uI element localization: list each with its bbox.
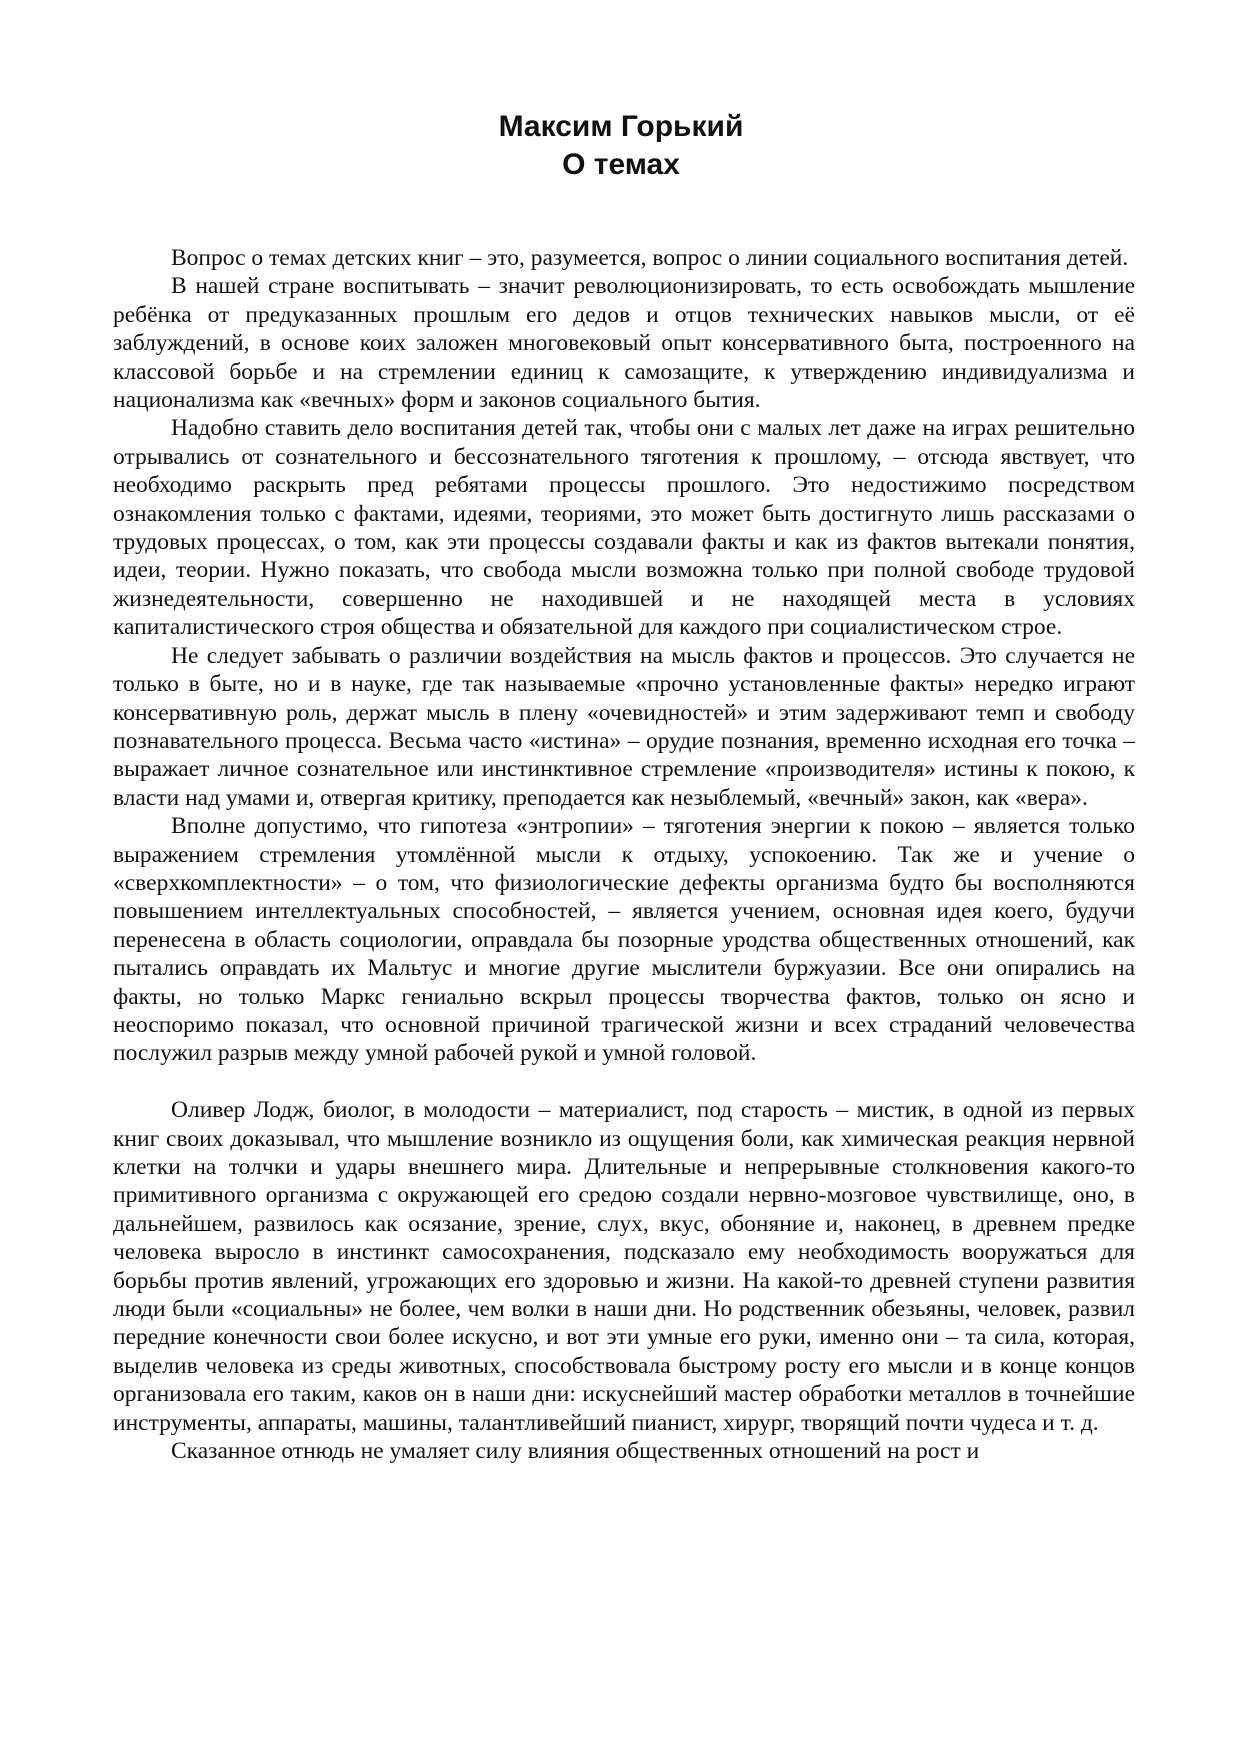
paragraph: Сказанное отнюдь не умаляет силу влияния общественных отношений на рост и: [171, 1438, 980, 1465]
paragraph: Надобно ставить дело воспитания детей так, чтобы они с малых лет даже на играх решительно отрывались от сознательного и бессознательного тяготения к прошлому, – отсюда явствует, что необходимо раскрыть пред ребятами процессы прошлого. Это недостижимо посредством ознакомления только с фактами, идеями, теориями, это может быть достигнуто лишь рассказами о трудовых процессах, о том, как эти процессы создавали факты и как из фактов вытекали понятия, идеи, теории. Нужно показать, что свобода мысли возможна только при полной свободе трудовой жизнедеятельности, совершенно не находившей и не находящей места в условиях капиталистического строя общества и обязательной для каждого при социалистическом строе.: [113, 415, 1135, 641]
paragraph: Оливер Лодж, биолог, в молодости – материалист, под старость – мистик, в одной из первых книг своих доказывал, что мышление возникло из ощущения боли, как химическая реакция нервной клетки на толчки и удары внешнего мира. Длительные и непрерывные столкновения какого-то примитивного организма с окружающей его средою создали нервно-мозговое чувствилище, оно, в дальнейшем, развилось как осязание, зрение, слух, вкус, обоняние и, наконец, в древнем предке человека выросло в инстинкт самосохранения, подсказало ему необходимость вооружаться для борьбы против явлений, угрожающих его здоровью и жизни. На какой-то древней ступени развития люди были «социальны» не более, чем волки в наши дни. Но родственник обезьяны, человек, развил передние конечности свои более искусно, и вот эти умные его руки, именно они – та сила, которая, выделив человека из среды животных, способствовала быстрому росту его мысли и в конце концов организовала его таким, каков он в наши дни: искуснейший мастер обработки металлов в точнейшие инструменты, аппараты, машины, талантливейший пианист, хирург, творящий почти чудеса и т. д.: [113, 1097, 1135, 1436]
author-name: Максим Горький: [498, 110, 744, 143]
title-block: [0, 108, 1242, 184]
paragraph: Вполне допустимо, что гипотеза «энтропии» – тяготения энергии к покою – является только выражением стремления утомлённой мысли к отдыху, успокоению. Так же и учение о «сверхкомплектности» – о том, что физиологические дефекты организма будто бы восполняются повышением интеллектуальных способностей, – является учением, основная идея коего, будучи перенесена в область социологии, оправдала бы позорные уродства общественных отношений, как пытались оправдать их Мальтус и многие другие мыслители буржуазии. Все они опирались на факты, но только Маркс гениально вскрыл процессы творчества фактов, только он ясно и неоспоримо показал, что основной причиной трагической жизни и всех страданий человечества послужил разрыв между умной рабочей рукой и умной головой.: [113, 813, 1135, 1067]
document-title: О темах: [562, 148, 680, 181]
paragraph: В нашей стране воспитывать – значит революционизировать, то есть освобождать мышление ребёнка от предуказанных прошлым его дедов и отцов технических навыков мысли, от её заблуждений, в основе коих заложен многовековый опыт консервативного быта, построенного на классовой борьбе и на стремлении единиц к самозащите, к утверждению индивидуализма и национализма как «вечных» форм и законов социального бытия.: [113, 273, 1135, 414]
paragraph: Вопрос о темах детских книг – это, разумеется, вопрос о линии социального воспитания детей.: [171, 245, 1129, 271]
paragraph: Не следует забывать о различии воздействия на мысль фактов и процессов. Это случается не только в быте, но и в науке, где так называемые «прочно установленные факты» нередко играют консервативную роль, держат мысль в плену «очевидностей» и этим задерживают темп и свободу познавательного процесса. Весьма часто «истина» – орудие познания, временно исходная его точка – выражает личное сознательное или инстинктивное стремление «производителя» истины к покою, к власти над умами и, отвергая критику, преподается как незыблемый, «вечный» закон, как «вера».: [113, 642, 1135, 811]
body-text: [113, 244, 1135, 1465]
